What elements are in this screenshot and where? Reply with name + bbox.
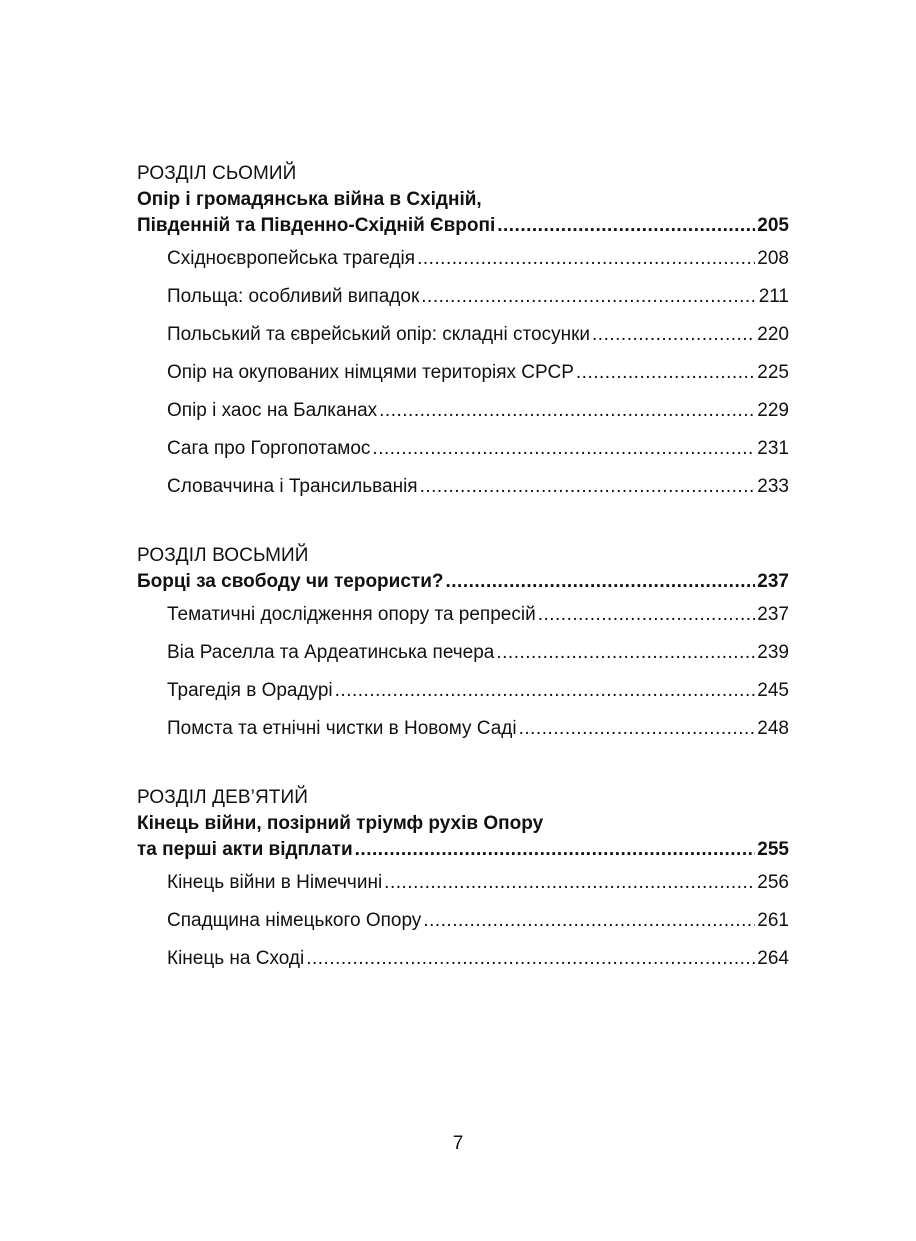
toc-entry-page: 229 (757, 400, 789, 421)
dot-leader (538, 602, 756, 628)
toc-entry-title: Опір і хаос на Балканах (167, 400, 378, 421)
dot-leader (576, 360, 755, 386)
toc-entry[interactable] (137, 946, 789, 984)
dot-leader (417, 246, 755, 272)
page-number: 7 (452, 1133, 464, 1154)
dot-leader (379, 398, 755, 424)
chapter-title-text: Південній та Південно-Східній Європі (137, 215, 496, 236)
toc-entry-page: 245 (757, 680, 789, 701)
toc-entry[interactable] (137, 640, 789, 678)
chapter-nine (137, 785, 789, 984)
chapter-title-entry[interactable] (137, 213, 789, 246)
toc-entry[interactable] (137, 602, 789, 640)
toc-entry[interactable] (137, 322, 789, 360)
chapter-page-number: 237 (757, 571, 789, 592)
toc-entry-title: Тематичні дослідження опору та репресій (167, 604, 536, 625)
toc-entry-title: Словаччина і Трансильванія (167, 476, 418, 497)
dot-leader (423, 908, 755, 934)
toc-entry[interactable] (137, 436, 789, 474)
chapter-title-entry[interactable] (137, 837, 789, 870)
dot-leader (446, 569, 756, 595)
toc-entry-title: Кінець на Сході (167, 948, 305, 969)
dot-leader (497, 213, 755, 239)
toc-entry-page: 233 (757, 476, 789, 497)
toc-entry[interactable] (137, 398, 789, 436)
toc-entry-page: 239 (757, 642, 789, 663)
dot-leader (372, 436, 755, 462)
toc-entry-page: 231 (757, 438, 789, 459)
dot-leader (384, 870, 755, 896)
toc-entry-page: 220 (757, 324, 789, 345)
toc-entry-title: Трагедія в Орадурі (167, 680, 333, 701)
toc-entry-page: 248 (757, 718, 789, 739)
chapter-title-text: та перші акти відплати (137, 839, 353, 860)
toc-entry-page: 256 (757, 872, 789, 893)
dot-leader (335, 678, 756, 704)
toc-entry-page: 208 (757, 248, 789, 269)
toc-entry-title: Опір на окупованих німцями територіях СРСР (167, 362, 574, 383)
toc-entry[interactable] (137, 678, 789, 716)
toc-entry-page: 237 (757, 604, 789, 625)
toc-entry[interactable] (137, 360, 789, 398)
toc-entry[interactable] (137, 474, 789, 512)
toc-entry-title: Сага про Горгопотамос (167, 438, 371, 459)
toc-entry-title: Віа Раселла та Ардеатинська печера (167, 642, 495, 663)
toc-entry-page: 225 (757, 362, 789, 383)
toc-entry-page: 264 (757, 948, 789, 969)
dot-leader (519, 716, 756, 742)
toc-entry[interactable] (137, 246, 789, 284)
toc-entry-page: 211 (758, 286, 789, 307)
chapter-label: РОЗДІЛ СЬОМИЙ (137, 163, 297, 184)
toc-entry-title: Помста та етнічні чистки в Новому Саді (167, 718, 517, 739)
chapter-label: РОЗДІЛ ДЕВ’ЯТИЙ (137, 787, 308, 808)
chapter-title-text: Борці за свободу чи терористи? (137, 571, 444, 592)
toc-entry-title: Східноєвропейська трагедія (167, 248, 416, 269)
dot-leader (306, 946, 755, 972)
toc-entry[interactable] (137, 716, 789, 754)
dot-leader (592, 322, 755, 348)
dot-leader (355, 837, 756, 863)
chapter-label: РОЗДІЛ ВОСЬМИЙ (137, 545, 309, 566)
toc-entry-title: Польський та єврейський опір: складні стосунки (167, 324, 591, 345)
chapter-seven (137, 161, 789, 512)
toc-entry-title: Польща: особливий випадок (167, 286, 420, 307)
toc-entry[interactable] (137, 284, 789, 322)
toc-entry-title: Спадщина німецького Опору (167, 910, 422, 931)
toc-entry[interactable] (137, 870, 789, 908)
chapter-title-line: Опір і громадянська війна в Східній, (137, 189, 482, 210)
chapter-page-number: 255 (757, 839, 789, 860)
chapter-page-number: 205 (757, 215, 789, 236)
dot-leader (420, 474, 756, 500)
dot-leader (496, 640, 755, 666)
chapter-eight (137, 543, 789, 754)
toc-entry[interactable] (137, 908, 789, 946)
toc-entry-title: Кінець війни в Німеччині (167, 872, 383, 893)
chapter-title-entry[interactable] (137, 569, 789, 602)
table-of-contents (137, 161, 789, 984)
dot-leader (421, 284, 756, 310)
toc-entry-page: 261 (757, 910, 789, 931)
chapter-title-line: Кінець війни, позірний тріумф рухів Опору (137, 813, 544, 834)
